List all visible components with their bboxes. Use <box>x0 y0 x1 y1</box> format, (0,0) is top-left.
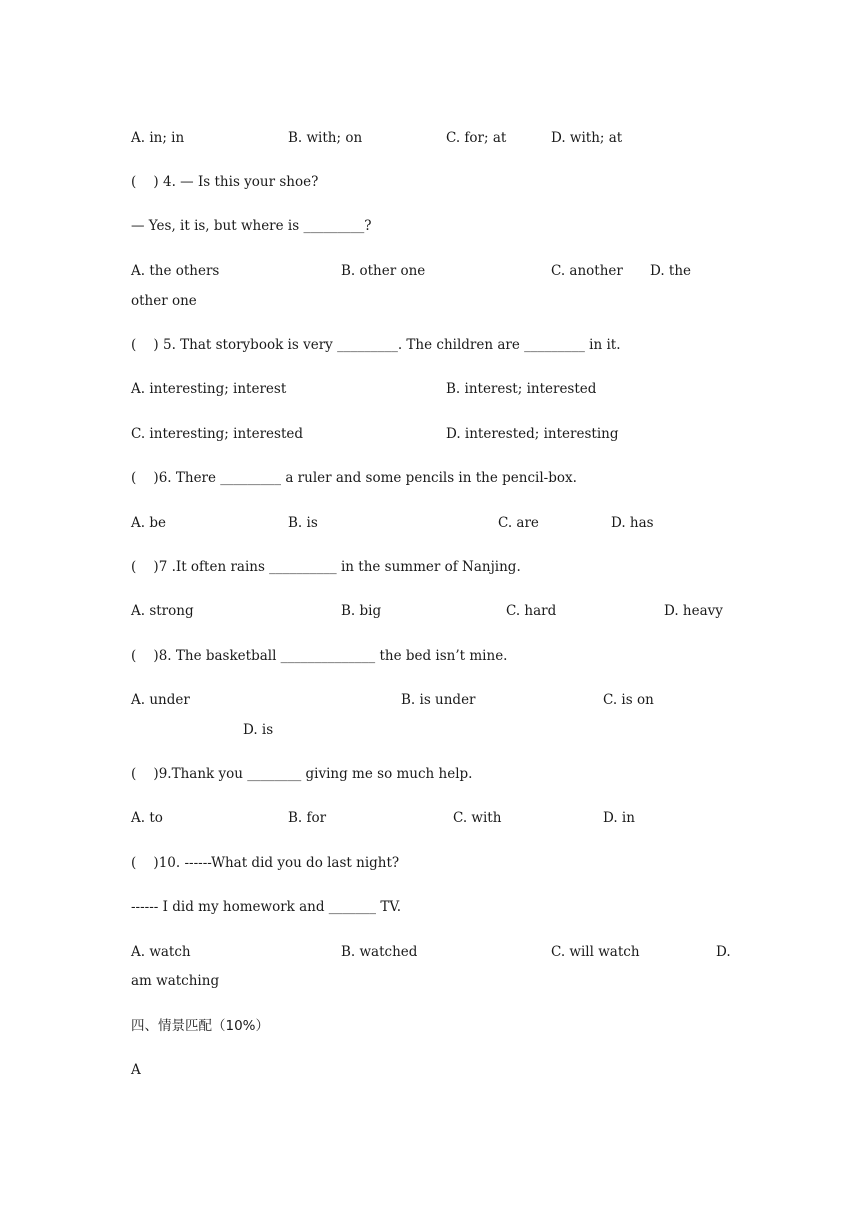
q4-option-a: A. the others <box>131 263 220 279</box>
q6-stem: ( )6. There _________ a ruler and some pencils in the pencil-box. <box>131 470 577 486</box>
q5-option-c: C. interesting; interested <box>131 426 303 442</box>
q7-option-d: D. heavy <box>664 603 723 619</box>
q10-option-c: C. will watch <box>551 944 640 960</box>
q9-option-d: D. in <box>603 810 635 826</box>
q6-option-b: B. is <box>288 515 318 531</box>
q6-option-d: D. has <box>611 515 654 531</box>
q3-option-c: C. for; at <box>446 130 507 146</box>
section-4-subheading: A <box>131 1062 141 1078</box>
q4-option-c: C. another <box>551 263 623 279</box>
q4-stem: ( ) 4. — Is this your shoe? <box>131 174 319 190</box>
q9-option-a: A. to <box>131 810 163 826</box>
q8-option-c: C. is on <box>603 692 654 708</box>
q8-option-b: B. is under <box>401 692 476 708</box>
q4-option-d: D. the <box>650 263 692 279</box>
q7-option-a: A. strong <box>131 603 194 619</box>
q7-option-b: B. big <box>341 603 382 619</box>
q6-option-a: A. be <box>131 515 166 531</box>
q9-stem: ( )9.Thank you ________ giving me so much help. <box>131 766 473 782</box>
q10-option-a: A. watch <box>131 944 191 960</box>
q10-reply: ------ I did my homework and _______ TV. <box>131 899 402 915</box>
q4-option-b: B. other one <box>341 263 426 279</box>
q9-option-c: C. with <box>453 810 502 826</box>
q8-option-a: A. under <box>131 692 190 708</box>
q8-option-d: D. is <box>243 722 274 738</box>
q5-option-d: D. interested; interesting <box>446 426 619 442</box>
q9-option-b: B. for <box>288 810 327 826</box>
q6-option-c: C. are <box>498 515 539 531</box>
q3-option-a: A. in; in <box>131 130 185 146</box>
section-4-title: 四、情景匹配（10%） <box>131 1018 270 1034</box>
q3-option-d: D. with; at <box>551 130 623 146</box>
q5-option-a: A. interesting; interest <box>131 381 287 397</box>
q10-option-d: D. <box>716 944 731 960</box>
q5-stem: ( ) 5. That storybook is very _________. The children are _________ in it. <box>131 337 621 353</box>
q10-stem: ( )10. ------What did you do last night? <box>131 855 400 871</box>
q4-reply: — Yes, it is, but where is _________? <box>131 218 372 234</box>
q7-stem: ( )7 .It often rains __________ in the summer of Nanjing. <box>131 559 521 575</box>
q4-option-d-cont: other one <box>131 293 197 309</box>
q5-option-b: B. interest; interested <box>446 381 597 397</box>
q10-option-d-cont: am watching <box>131 973 220 989</box>
q7-option-c: C. hard <box>506 603 557 619</box>
q10-option-b: B. watched <box>341 944 418 960</box>
q8-stem: ( )8. The basketball ______________ the bed isn’t mine. <box>131 648 508 664</box>
q3-option-b: B. with; on <box>288 130 363 146</box>
